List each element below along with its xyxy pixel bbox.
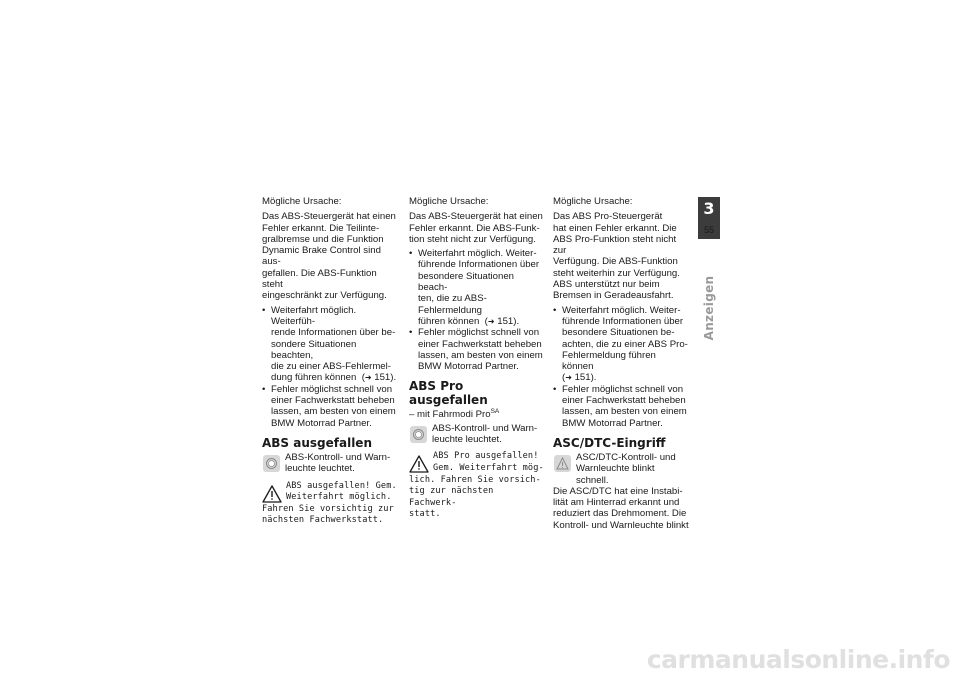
lamp-row bbox=[409, 423, 545, 446]
section-heading: ABS ausgefallen bbox=[262, 435, 372, 450]
warning-triangle-icon bbox=[409, 454, 429, 474]
chapter-number: 3 bbox=[703, 199, 715, 218]
page-reference[interactable]: 151). bbox=[497, 315, 520, 327]
lamp-row bbox=[553, 452, 689, 486]
cause-label: Mögliche Ursache: bbox=[553, 196, 633, 207]
display-message: ABS Pro ausgefallen! Gem. Weiterfahrt mög- lich. Fahren Sie vorsich- tig zur nächsten Fachwerk- statt. bbox=[409, 451, 544, 520]
column-1 bbox=[262, 196, 398, 527]
section-heading: ASC/DTC-Eingriff bbox=[553, 435, 666, 450]
list-item: • Fehler möglichst schnell von einer Fachwerkstatt beheben lassen, am besten von einem BMW Motorrad Partner. bbox=[553, 384, 689, 429]
page-reference[interactable]: 151). bbox=[374, 372, 397, 384]
asc-dtc-lamp-icon bbox=[554, 455, 571, 472]
action-list bbox=[553, 305, 689, 429]
cause-text: Das ABS-Steuergerät hat einen Fehler erkannt. Die ABS-Funk- tion steht nicht zur Verfügung. bbox=[409, 211, 543, 245]
abs-lamp-icon bbox=[410, 426, 427, 443]
arrow-right-icon: ➜ bbox=[364, 373, 372, 383]
section-heading: ABS Pro ausgefallen bbox=[409, 379, 488, 408]
lamp-text: ABS-Kontroll- und Warn- leuchte leuchtet. bbox=[285, 451, 391, 475]
arrow-right-icon: ➜ bbox=[565, 373, 572, 383]
action-list bbox=[409, 248, 545, 372]
section-side-label: Anzeigen bbox=[702, 275, 716, 341]
list-item: • Fehler möglichst schnell von einer Fachwerkstatt beheben lassen, am besten von einem BMW Motorrad Partner. bbox=[262, 384, 398, 429]
cause-text: Das ABS Pro-Steuergerät hat einen Fehler erkannt. Die ABS Pro-Funktion steht nicht zur Verfügung. Die ABS-Funktion steht weiterhin zur Verfügung. ABS unterstützt nur beim Bremsen in Geradeausfahrt. bbox=[553, 211, 680, 302]
cause-text: Das ABS-Steuergerät hat einen Fehler erkannt. Die Teilinte- gralbremse und die Funktion Dynamic Brake Control sind aus- gefallen. Die ABS-Funktion steht eingeschränkt zur Verfügung. bbox=[262, 211, 396, 302]
watermark: carmanualsonline.info bbox=[646, 645, 950, 674]
list-item: • Weiterfahrt möglich. Weiter- führende Informationen über besondere Situationen beach- ten, die zu ABS-Fehlermeldung führen können (➜ 151). bbox=[409, 248, 545, 327]
page-number: 55 bbox=[703, 225, 714, 235]
column-2 bbox=[409, 196, 545, 521]
display-message: ABS ausgefallen! Gem. Weiterfahrt möglich. Fahren Sie vorsichtig zur nächsten Fachwerkstatt. bbox=[262, 480, 397, 526]
list-item: • Fehler möglichst schnell von einer Fachwerkstatt beheben lassen, am besten von einem BMW Motorrad Partner. bbox=[409, 327, 545, 372]
arrow-right-icon: ➜ bbox=[487, 316, 495, 326]
abs-lamp-icon bbox=[263, 455, 280, 472]
list-item: • Weiterfahrt möglich. Weiter- führende Informationen über besondere Situationen be- achten, die zu einer ABS Pro- Fehlermeldung führen können (➜ 151). bbox=[553, 305, 689, 384]
list-item: • Weiterfahrt möglich. Weiterfüh- rende Informationen über be- sondere Situationen beachten, die zu einer ABS-Fehlermel- dung führen können (➜ 151). bbox=[262, 305, 398, 384]
cause-label: Mögliche Ursache: bbox=[409, 196, 489, 207]
warning-triangle-icon bbox=[262, 484, 282, 504]
mode-line: – mit Fahrmodi Pro$^{SA}$ bbox=[409, 408, 500, 421]
body-text: Die ASC/DTC hat eine Instabi- lität am Hinterrad erkannt und reduziert das Drehmoment. Die Kontroll- und Warnleuchte blinkt bbox=[553, 485, 689, 531]
lamp-text: ABS-Kontroll- und Warn- leuchte leuchtet. bbox=[432, 422, 538, 446]
lamp-row bbox=[262, 452, 398, 475]
page-reference[interactable]: 151). bbox=[574, 372, 597, 384]
column-3 bbox=[553, 196, 689, 534]
cause-label: Mögliche Ursache: bbox=[262, 196, 342, 207]
lamp-text: ASC/DTC-Kontroll- und Warnleuchte blinkt schnell. bbox=[576, 451, 676, 486]
action-list bbox=[262, 305, 398, 429]
